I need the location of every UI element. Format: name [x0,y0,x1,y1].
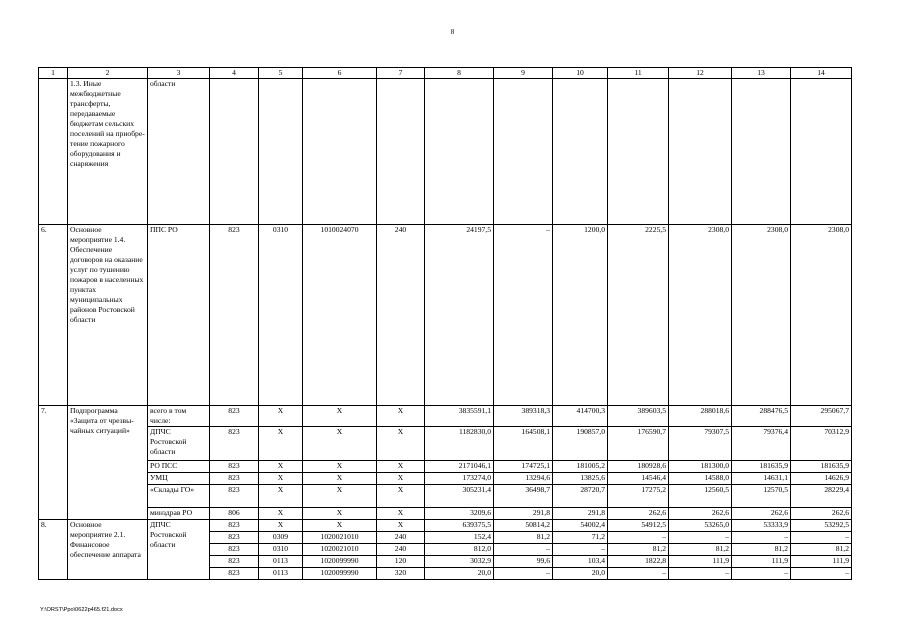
value-cell [608,79,669,225]
table-row [39,79,852,225]
value-cell: 152,4 [425,532,494,544]
value-cell: Х [303,427,377,461]
value-cell: 1020021010 [303,544,377,556]
value-cell: 2171046,1 [425,461,494,473]
value-cell: 291,8 [494,508,553,520]
value-cell: Х [259,473,303,485]
value-cell: 81,2 [669,544,732,556]
table-row [39,406,852,427]
value-cell: 823 [210,544,259,556]
measure-name: Основное мероприятие 2.1. Финансовое обеспечение аппарата [68,520,148,580]
value-cell: 54912,5 [608,520,669,532]
value-cell: Х [259,485,303,508]
table-row [39,225,852,406]
value-cell: 3835591,1 [425,406,494,427]
value-cell: 1020021010 [303,532,377,544]
value-cell: Х [377,461,425,473]
value-cell: – [791,532,852,544]
file-path-footer: Y:\ORST\Ppo\0622p465.f21.docx [40,607,123,613]
value-cell: 823 [210,556,259,568]
column-number: 6 [303,68,377,79]
executor: всего в том числе: [148,406,210,427]
value-cell: Х [377,520,425,532]
budget-table [38,67,852,580]
value-cell: Х [259,520,303,532]
executor: ДПЧС Ростовской области [148,427,210,461]
value-cell: 262,6 [732,508,791,520]
value-cell: 812,0 [425,544,494,556]
value-cell: 12570,5 [732,485,791,508]
executor: области [148,79,210,225]
table-row [39,427,852,461]
value-cell: 0113 [259,556,303,568]
value-cell: – [608,568,669,580]
value-cell: – [494,544,553,556]
value-cell: 181005,2 [553,461,608,473]
table-row [39,473,852,485]
value-cell: 36498,7 [494,485,553,508]
column-number: 1 [39,68,68,79]
value-cell: 81,2 [791,544,852,556]
value-cell: 81,2 [608,544,669,556]
executor: «Склады ГО» [148,485,210,508]
value-cell: 823 [210,520,259,532]
value-cell: 2308,0 [669,225,732,406]
value-cell: 53265,0 [669,520,732,532]
value-cell: Х [303,473,377,485]
value-cell: 823 [210,473,259,485]
value-cell: 2225,5 [608,225,669,406]
value-cell: 823 [210,406,259,427]
value-cell: 1182830,0 [425,427,494,461]
value-cell: – [791,568,852,580]
value-cell: 240 [377,544,425,556]
value-cell: Х [303,520,377,532]
value-cell: 0310 [259,544,303,556]
value-cell: Х [377,406,425,427]
value-cell: 71,2 [553,532,608,544]
value-cell: 190857,0 [553,427,608,461]
value-cell: 806 [210,508,259,520]
column-number: 10 [553,68,608,79]
value-cell: 240 [377,532,425,544]
column-number: 14 [791,68,852,79]
value-cell: 305231,4 [425,485,494,508]
value-cell: 50814,2 [494,520,553,532]
value-cell: 53333,9 [732,520,791,532]
value-cell: 0309 [259,532,303,544]
table-row [39,485,852,508]
value-cell: 20,0 [425,568,494,580]
value-cell: 81,2 [732,544,791,556]
value-cell: 0310 [259,225,303,406]
value-cell: 389603,5 [608,406,669,427]
value-cell: 174725,1 [494,461,553,473]
value-cell: 823 [210,532,259,544]
executor: РО ПСС [148,461,210,473]
value-cell: 14631,1 [732,473,791,485]
row-number: 7. [39,406,68,520]
value-cell [377,79,425,225]
value-cell: Х [259,461,303,473]
value-cell: 240 [377,225,425,406]
value-cell: Х [377,473,425,485]
value-cell: Х [303,485,377,508]
measure-name: Подпрограмма «Защита от чрезвы-чайных ситуаций» [68,406,148,520]
value-cell [425,79,494,225]
page-number: 8 [450,28,455,36]
value-cell: 81,2 [494,532,553,544]
column-number: 3 [148,68,210,79]
value-cell: – [494,568,553,580]
value-cell: – [553,544,608,556]
value-cell: 414700,3 [553,406,608,427]
value-cell: 79307,5 [669,427,732,461]
value-cell: 262,6 [791,508,852,520]
value-cell: Х [303,406,377,427]
value-cell: 70312,9 [791,427,852,461]
value-cell [259,79,303,225]
value-cell: 14626,9 [791,473,852,485]
value-cell: 639375,5 [425,520,494,532]
value-cell: 53292,5 [791,520,852,532]
value-cell: 262,6 [669,508,732,520]
value-cell: Х [377,508,425,520]
value-cell: – [732,568,791,580]
column-number: 11 [608,68,669,79]
value-cell: 79376,4 [732,427,791,461]
table-row [39,520,852,532]
value-cell [210,79,259,225]
value-cell: 14546,4 [608,473,669,485]
value-cell: 99,6 [494,556,553,568]
row-number: 6. [39,225,68,406]
value-cell: 180928,6 [608,461,669,473]
value-cell [553,79,608,225]
value-cell [732,79,791,225]
value-cell: – [669,568,732,580]
value-cell: 14588,0 [669,473,732,485]
header-row [39,68,852,79]
value-cell: 0113 [259,568,303,580]
measure-name: 1.3. Иные межбюджетные трансферты, передаваемые бюджетам сельских поселений на приобре-тение пожарного оборудования и снаряжения [68,79,148,225]
value-cell: 176590,7 [608,427,669,461]
value-cell: 1822,8 [608,556,669,568]
value-cell: 288018,6 [669,406,732,427]
value-cell: 823 [210,461,259,473]
value-cell: 28720,7 [553,485,608,508]
value-cell: Х [259,406,303,427]
value-cell: 13294,6 [494,473,553,485]
value-cell: 13825,6 [553,473,608,485]
column-number: 8 [425,68,494,79]
value-cell: 295067,7 [791,406,852,427]
table-row [39,461,852,473]
value-cell: 12560,5 [669,485,732,508]
value-cell: 288476,5 [732,406,791,427]
value-cell: Х [259,508,303,520]
column-number: 13 [732,68,791,79]
value-cell: 3032,9 [425,556,494,568]
value-cell: 823 [210,568,259,580]
value-cell: Х [377,485,425,508]
value-cell: – [494,225,553,406]
value-cell: 320 [377,568,425,580]
value-cell: 2308,0 [791,225,852,406]
value-cell: 111,9 [732,556,791,568]
value-cell: 20,0 [553,568,608,580]
value-cell: Х [377,427,425,461]
executor: минздрав РО [148,508,210,520]
measure-name: Основное мероприятие 1.4. Обеспечение договоров на оказание услуг по тушению пожаров в населенных пунктах муниципальных районов Ростовской области [68,225,148,406]
value-cell: 2308,0 [732,225,791,406]
value-cell: – [732,532,791,544]
value-cell: 291,8 [553,508,608,520]
value-cell [791,79,852,225]
value-cell: 181300,0 [669,461,732,473]
value-cell: 28229,4 [791,485,852,508]
value-cell: 823 [210,225,259,406]
executor: ППС РО [148,225,210,406]
value-cell [303,79,377,225]
column-number: 12 [669,68,732,79]
value-cell: – [669,532,732,544]
value-cell: Х [303,461,377,473]
column-number: 7 [377,68,425,79]
row-number [39,79,68,225]
row-number: 8. [39,520,68,580]
value-cell: Х [259,427,303,461]
executor: УМЦ [148,473,210,485]
value-cell: 823 [210,427,259,461]
value-cell: 181635,9 [791,461,852,473]
value-cell: 389318,3 [494,406,553,427]
value-cell: 111,9 [791,556,852,568]
column-number: 2 [68,68,148,79]
value-cell [669,79,732,225]
value-cell: – [608,532,669,544]
value-cell: 24197,5 [425,225,494,406]
value-cell: 1010024070 [303,225,377,406]
value-cell: 54002,4 [553,520,608,532]
value-cell: 111,9 [669,556,732,568]
value-cell: 3209,6 [425,508,494,520]
value-cell: 181635,9 [732,461,791,473]
value-cell: 120 [377,556,425,568]
column-number: 9 [494,68,553,79]
value-cell [494,79,553,225]
value-cell: Х [303,508,377,520]
value-cell: 262,6 [608,508,669,520]
value-cell: 103,4 [553,556,608,568]
value-cell: 1020099990 [303,556,377,568]
value-cell: 173274,0 [425,473,494,485]
value-cell: 17275,2 [608,485,669,508]
table-row [39,508,852,520]
column-number: 5 [259,68,303,79]
value-cell: 823 [210,485,259,508]
value-cell: 1020099990 [303,568,377,580]
column-number: 4 [210,68,259,79]
value-cell: 164508,1 [494,427,553,461]
executor: ДПЧС Ростовской области [148,520,210,580]
value-cell: 1200,0 [553,225,608,406]
